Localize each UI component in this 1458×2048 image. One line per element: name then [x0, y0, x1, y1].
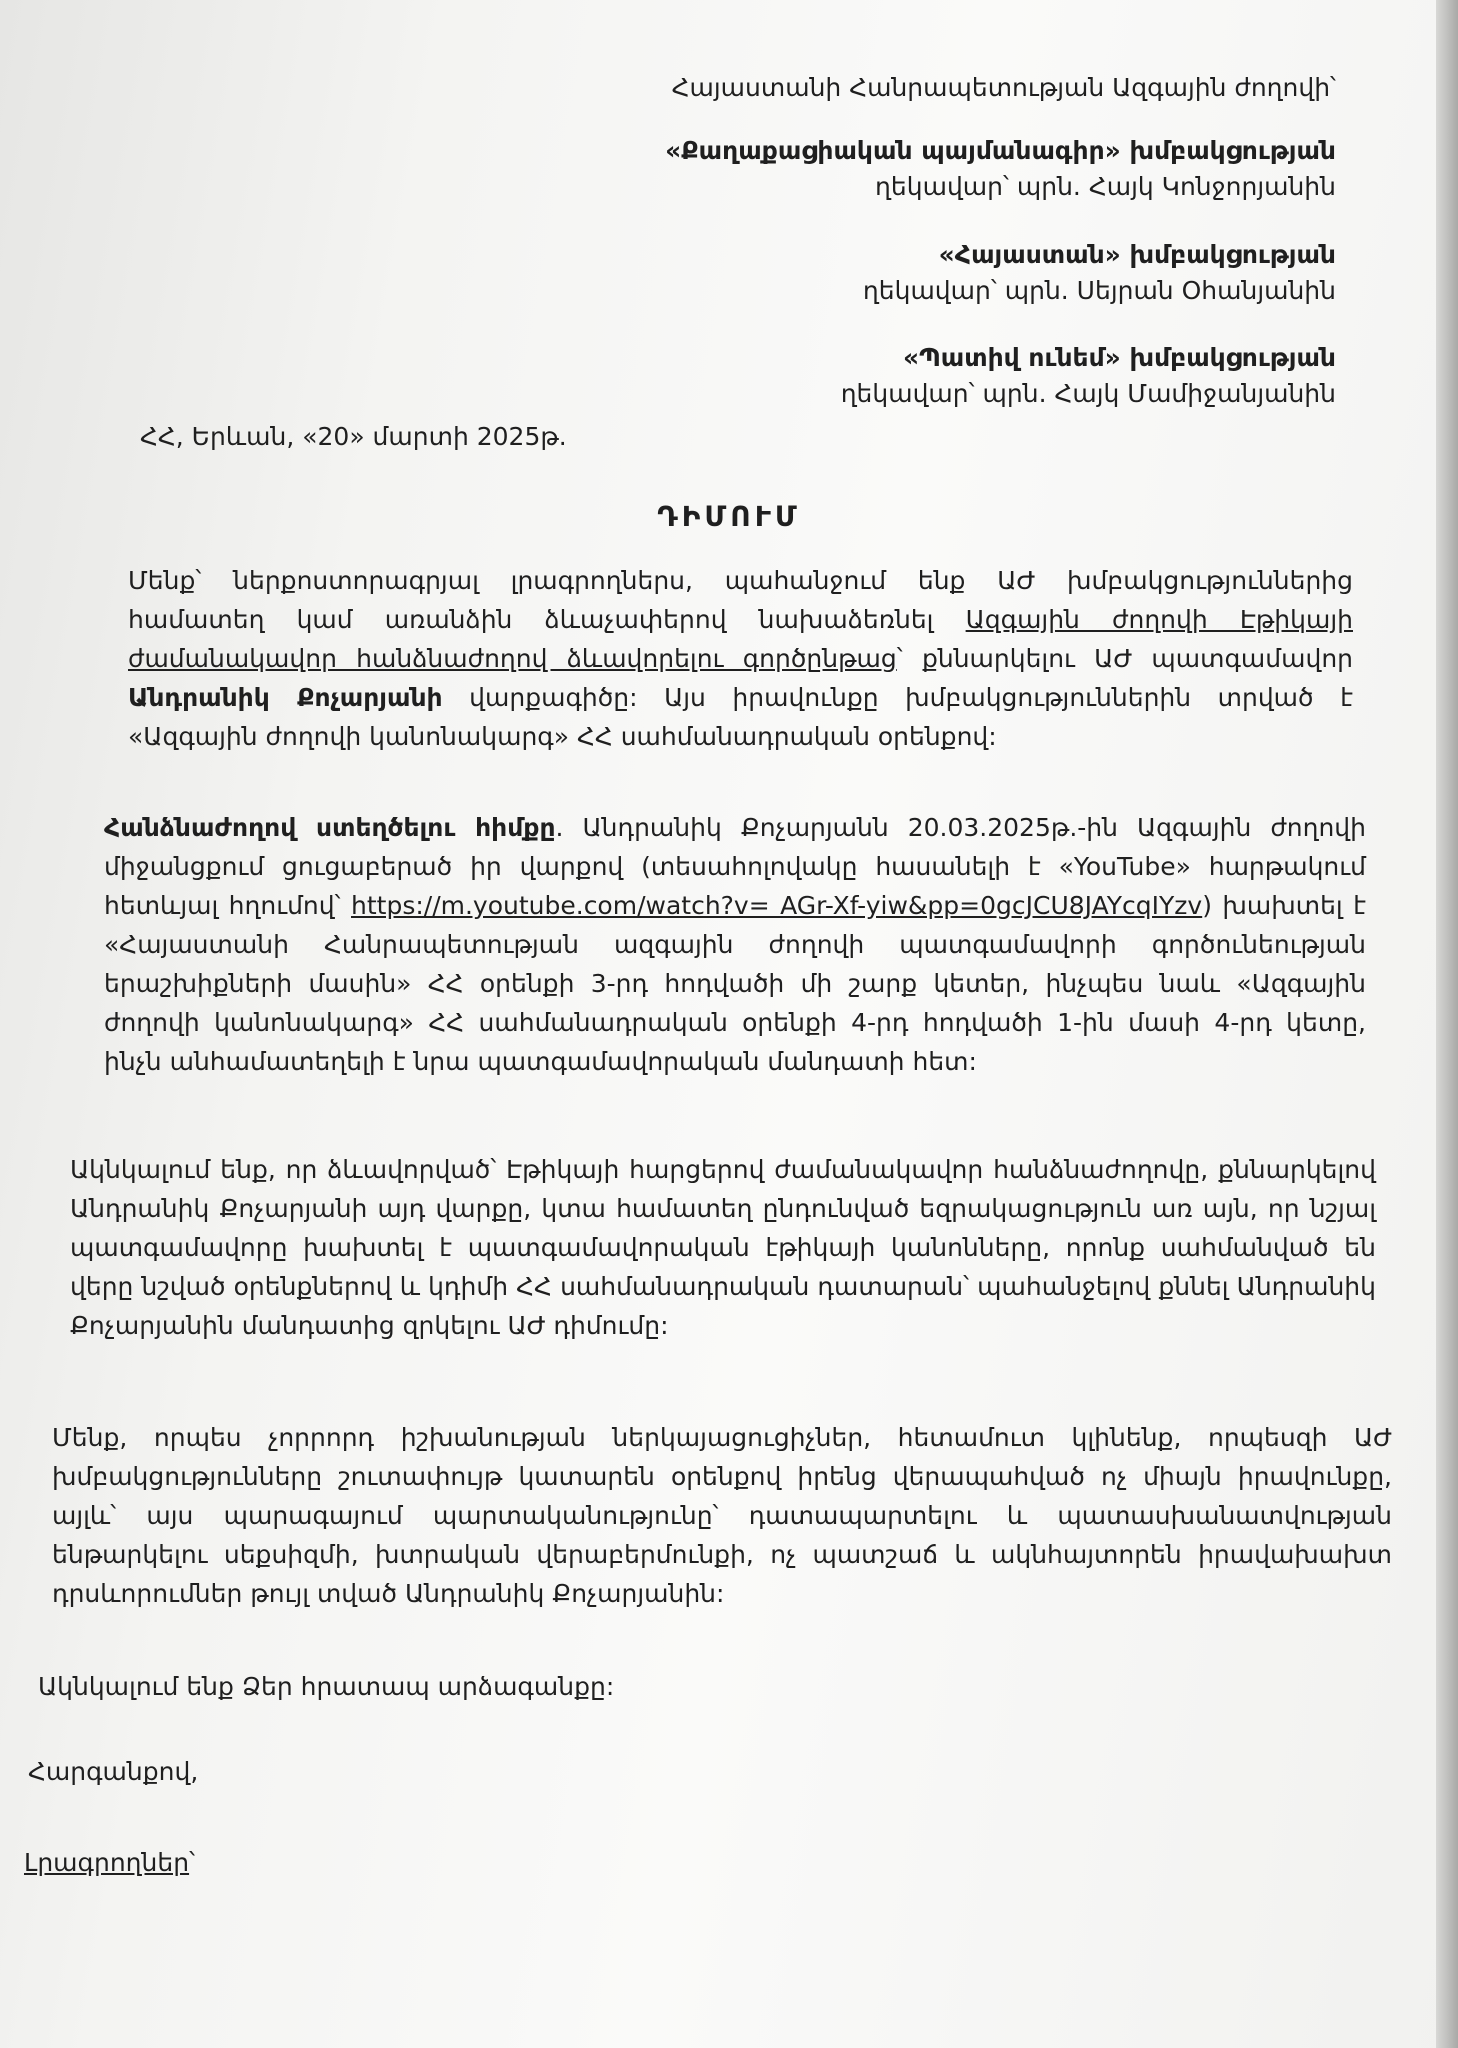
recipient-leader: ղեկավար՝ պրն. Սեյրան Օհանյանին: [862, 276, 1336, 305]
text: ) խախտել է «Հայաստանի Հանրապետության ազգային ժողովի պատգամավորի գործունեության երաշխիքների մասին» ՀՀ օրենքի 3-րդ հոդվածի մի շարք կետեր, ինչպես նաև «Ազգային ժողովի կանոնակարգ» ՀՀ սահմանադրական օրենքի 4-րդ հոդվածի 1-ին մասի 4-րդ կետը, ինչն անհամատեղելի է նրա պատգամավորական մանդատի հետ:: [104, 891, 1367, 1076]
paragraph-request: [128, 561, 1353, 756]
text: ՝ քննարկելու ԱԺ պատգամավոր: [896, 644, 1354, 673]
signers-label: [24, 1848, 195, 1877]
closing-regards: Հարգանքով,: [28, 1757, 199, 1786]
text: Մենք՝ ներքոստորագրյալ լրագրողներս, պահանջում ենք ԱԺ խմբակցություններից համատեղ կամ առանձին ձևաչափերով նախաձեռնել: [128, 566, 1353, 634]
signers-colon: ՝: [189, 1848, 196, 1877]
text: վարքագիծը: Այս իրավունքը խմբակցություններին տրված է «Ազգային ժողովի կանոնակարգ» ՀՀ սահմանադրական օրենքով:: [128, 683, 1353, 751]
closing-expectation: Ակնկալում ենք Ձեր հրատապ արձագանքը:: [38, 1672, 615, 1701]
document-title: ԴԻՄՈՒՄ: [657, 500, 801, 533]
paragraph-commitment: Մենք, որպես չորրորդ իշխանության ներկայացուցիչներ, հետամուտ կլինենք, որպեսզի ԱԺ խմբակցությունները շուտափույթ կատարեն օրենքով իրենց վերապահված ոչ միայն իրավունքը, այլև՝ այս պարագայում պարտականությունը՝ դատապարտելու և պատասխանատվության ենթարկելու սեքսիզմի, խտրական վերաբերմունքի, ոչ պատշաճ և ակնհայտորեն իրավախախտ դրսևորումներ թույլ տված Անդրանիկ Քոչարյանին:: [52, 1423, 1392, 1608]
recipient-block-2: [863, 237, 1336, 309]
recipient-leader: ղեկավար՝ պրն. Հայկ Կոնջորյանին: [875, 172, 1336, 201]
signers-text: Լրագրողներ: [24, 1848, 190, 1877]
youtube-link[interactable]: https://m.youtube.com/watch?v= AGr-Xf-yiw&pp=0gcJCU8JAYcqIYzv: [351, 891, 1203, 920]
paragraph-expectation: Ակնկալում ենք, որ ձևավորված՝ Էթիկայի հարցերով ժամանակավոր հանձնաժողովը, քննարկելով Անդրանիկ Քոչարյանի այդ վարքը, կտա համատեղ ընդունված եզրակացություն առ այն, որ նշյալ պատգամավորը խախտել է պատգամավորական էթիկայի կանոնները, որոնք սահմանված են վերը նշված օրենքներով և կդիմի ՀՀ սահմանադրական դատարան՝ պահանջելով քննել Անդրանիկ Քոչարյանին մանդատից զրկելու ԱԺ դիմումը:: [70, 1155, 1376, 1340]
paragraph-basis: [104, 808, 1366, 1081]
recipient-faction: «Քաղաքացիական պայմանագիր» խմբակցության: [665, 136, 1336, 165]
recipient-leader: ղեկավար՝ պրն. Հայկ Մամիջանյանին: [840, 379, 1336, 408]
date-line: ՀՀ, Երևան, «20» մարտի 2025թ.: [140, 422, 567, 451]
assembly-address: Հայաստանի Հանրապետության Ազգային ժողովի՝: [671, 73, 1336, 102]
recipient-block-1: [665, 133, 1336, 205]
page-edge-shadow: [1436, 0, 1458, 2048]
text: . Անդրանիկ Քոչարյանն 20.03.2025թ.-ին Ազգային ժողովի միջանցքում ցուցաբերած իր վարքով (տեսաhոլովակը հասանելի է «YouTube» հարթակում հետևյալ հղումով՝: [104, 813, 1366, 920]
underlined-phrase: Ազգային ժողովի Էթիկայի ժամանակավոր հանձնաժողով ձևավորելու գործընթաց: [128, 605, 1353, 673]
recipient-faction: «Հայաստան» խմբակցության: [938, 240, 1336, 269]
deputy-name: Անդրանիկ Քոչարյանի: [128, 683, 443, 712]
recipient-block-3: [841, 340, 1336, 412]
recipient-faction: «Պատիվ ունեմ» խմբակցության: [902, 343, 1336, 372]
basis-lead: Հանձնաժողով ստեղծելու հիմքը: [104, 813, 556, 842]
